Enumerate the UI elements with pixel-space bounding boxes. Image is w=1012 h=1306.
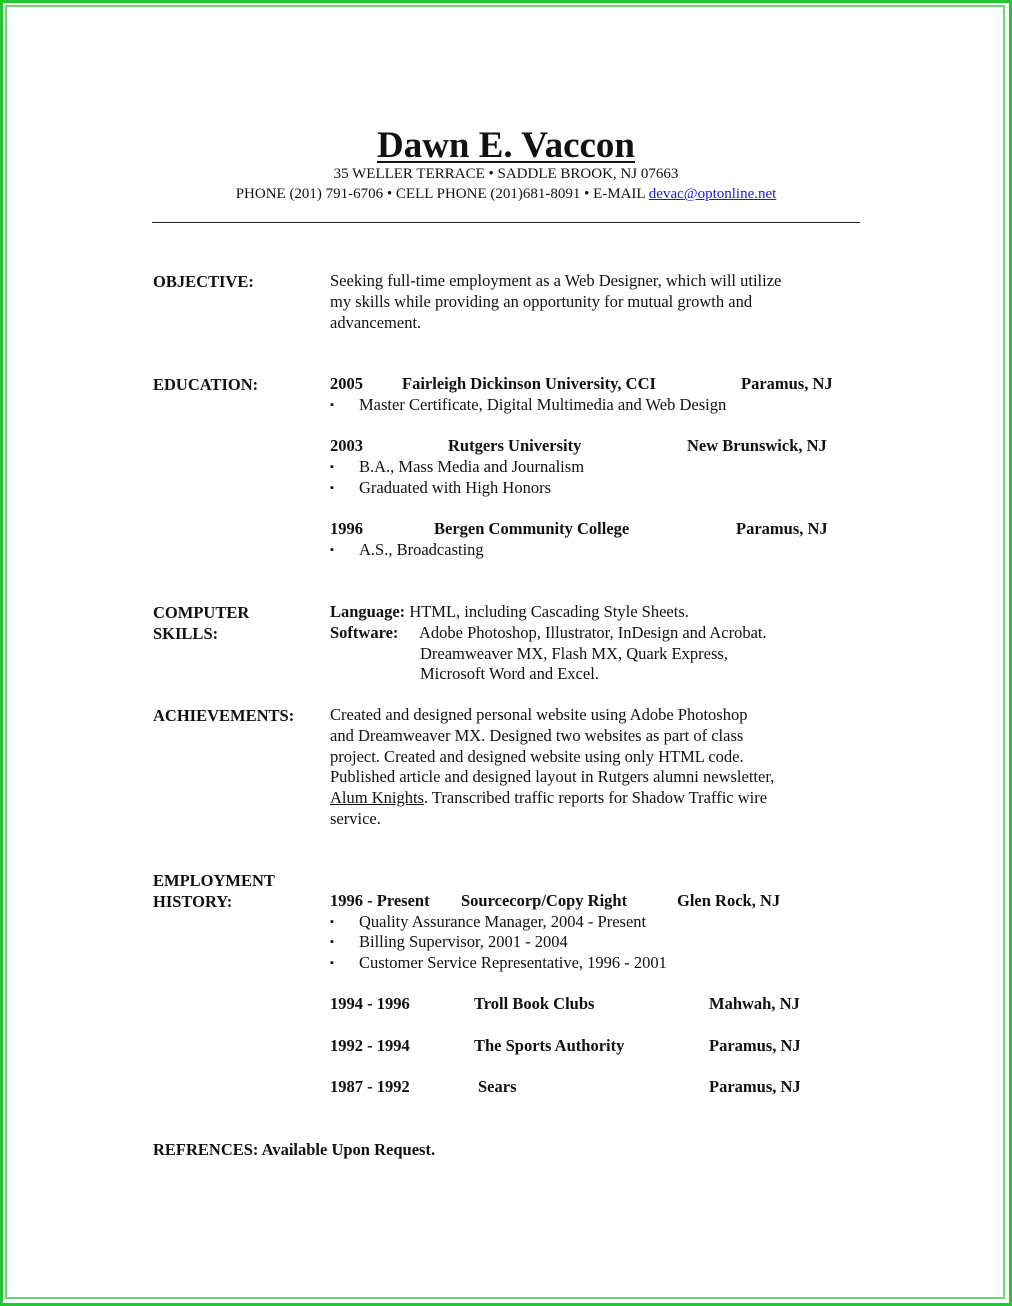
bullet-square-icon: ▪ bbox=[330, 544, 334, 556]
edu-year: 2003 bbox=[330, 436, 363, 455]
language-label: Language: bbox=[330, 602, 406, 621]
software-label: Software: bbox=[330, 623, 399, 642]
job-company: The Sports Authority bbox=[474, 1036, 625, 1055]
edu-location: Paramus, NJ bbox=[736, 519, 828, 538]
education-heading: EDUCATION: bbox=[153, 375, 259, 394]
edu-bullet-text: Master Certificate, Digital Multimedia and Web Design bbox=[359, 395, 727, 414]
achievements-heading: ACHIEVEMENTS: bbox=[153, 706, 295, 725]
job-location: Paramus, NJ bbox=[709, 1077, 801, 1096]
bullet-square-icon: ▪ bbox=[330, 916, 334, 928]
job-location: Glen Rock, NJ bbox=[677, 891, 781, 910]
job-years: 1992 - 1994 bbox=[330, 1036, 410, 1055]
edu-bullet-text: A.S., Broadcasting bbox=[359, 540, 484, 559]
edu-year: 2005 bbox=[330, 374, 363, 393]
job-company: Sourcecorp/Copy Right bbox=[461, 891, 628, 910]
skills-language bbox=[330, 602, 689, 623]
achievement-line: service. bbox=[330, 809, 381, 828]
resume-name: Dawn E. Vaccon bbox=[376, 125, 636, 166]
job-bullet-text: Billing Supervisor, 2001 - 2004 bbox=[359, 932, 568, 951]
job-company: Troll Book Clubs bbox=[474, 994, 595, 1013]
edu-school: Bergen Community College bbox=[434, 519, 630, 538]
phone-text: PHONE (201) 791-6706 • CELL PHONE (201)681-8091 • E-MAIL bbox=[235, 186, 646, 202]
achievement-line: and Dreamweaver MX. Designed two websites as part of class bbox=[330, 726, 744, 745]
header-divider bbox=[152, 222, 860, 223]
edu-bullet-text: Graduated with High Honors bbox=[359, 478, 552, 497]
language-value: HTML, including Cascading Style Sheets. bbox=[409, 602, 689, 621]
software-line: Microsoft Word and Excel. bbox=[420, 664, 599, 683]
skills-heading: COMPUTER bbox=[153, 603, 250, 622]
edu-school: Fairleigh Dickinson University, CCI bbox=[402, 374, 656, 393]
edu-location: Paramus, NJ bbox=[741, 374, 833, 393]
job-bullet-text: Customer Service Representative, 1996 - 2001 bbox=[359, 953, 667, 972]
skills-heading: SKILLS: bbox=[153, 624, 219, 643]
achievement-line: Published article and designed layout in Rutgers alumni newsletter, bbox=[330, 767, 775, 786]
edu-location: New Brunswick, NJ bbox=[687, 436, 827, 455]
job-years: 1994 - 1996 bbox=[330, 994, 410, 1013]
bullet-square-icon: ▪ bbox=[330, 936, 334, 948]
edu-bullet-text: B.A., Mass Media and Journalism bbox=[359, 457, 585, 476]
job-bullet-text: Quality Assurance Manager, 2004 - Present bbox=[359, 912, 647, 931]
newsletter-title: Alum Knights bbox=[330, 788, 424, 807]
job-location: Paramus, NJ bbox=[709, 1036, 801, 1055]
edu-year: 1996 bbox=[330, 519, 363, 538]
employment-heading: HISTORY: bbox=[153, 892, 233, 911]
achievement-line-rest: . Transcribed traffic reports for Shadow Traffic wire bbox=[423, 788, 768, 807]
job-company: Sears bbox=[478, 1077, 517, 1096]
address-line: 35 WELLER TERRACE • SADDLE BROOK, NJ 07663 bbox=[333, 166, 679, 182]
edu-school: Rutgers University bbox=[448, 436, 582, 455]
job-years: 1996 - Present bbox=[330, 891, 430, 910]
phone-email-line bbox=[0, 185, 1012, 203]
bullet-square-icon: ▪ bbox=[330, 399, 334, 411]
achievement-line: project. Created and designed website using only HTML code. bbox=[330, 747, 744, 766]
objective-line: advancement. bbox=[330, 313, 422, 332]
bullet-square-icon: ▪ bbox=[330, 957, 334, 969]
job-location: Mahwah, NJ bbox=[709, 994, 800, 1013]
email-link[interactable]: devac@optonline.net bbox=[648, 186, 777, 202]
bullet-square-icon: ▪ bbox=[330, 461, 334, 473]
references-line: REFRENCES: Available Upon Request. bbox=[153, 1140, 436, 1159]
employment-heading: EMPLOYMENT bbox=[153, 871, 275, 890]
job-years: 1987 - 1992 bbox=[330, 1077, 410, 1096]
achievement-line: Created and designed personal website using Adobe Photoshop bbox=[330, 705, 748, 724]
achievement-line bbox=[330, 788, 767, 809]
objective-line: Seeking full-time employment as a Web Designer, which will utilize bbox=[330, 271, 782, 290]
software-line: Dreamweaver MX, Flash MX, Quark Express, bbox=[420, 644, 728, 663]
software-line: Adobe Photoshop, Illustrator, InDesign and Acrobat. bbox=[419, 623, 767, 642]
bullet-square-icon: ▪ bbox=[330, 482, 334, 494]
objective-heading: OBJECTIVE: bbox=[153, 272, 254, 291]
objective-line: my skills while providing an opportunity for mutual growth and bbox=[330, 292, 753, 311]
